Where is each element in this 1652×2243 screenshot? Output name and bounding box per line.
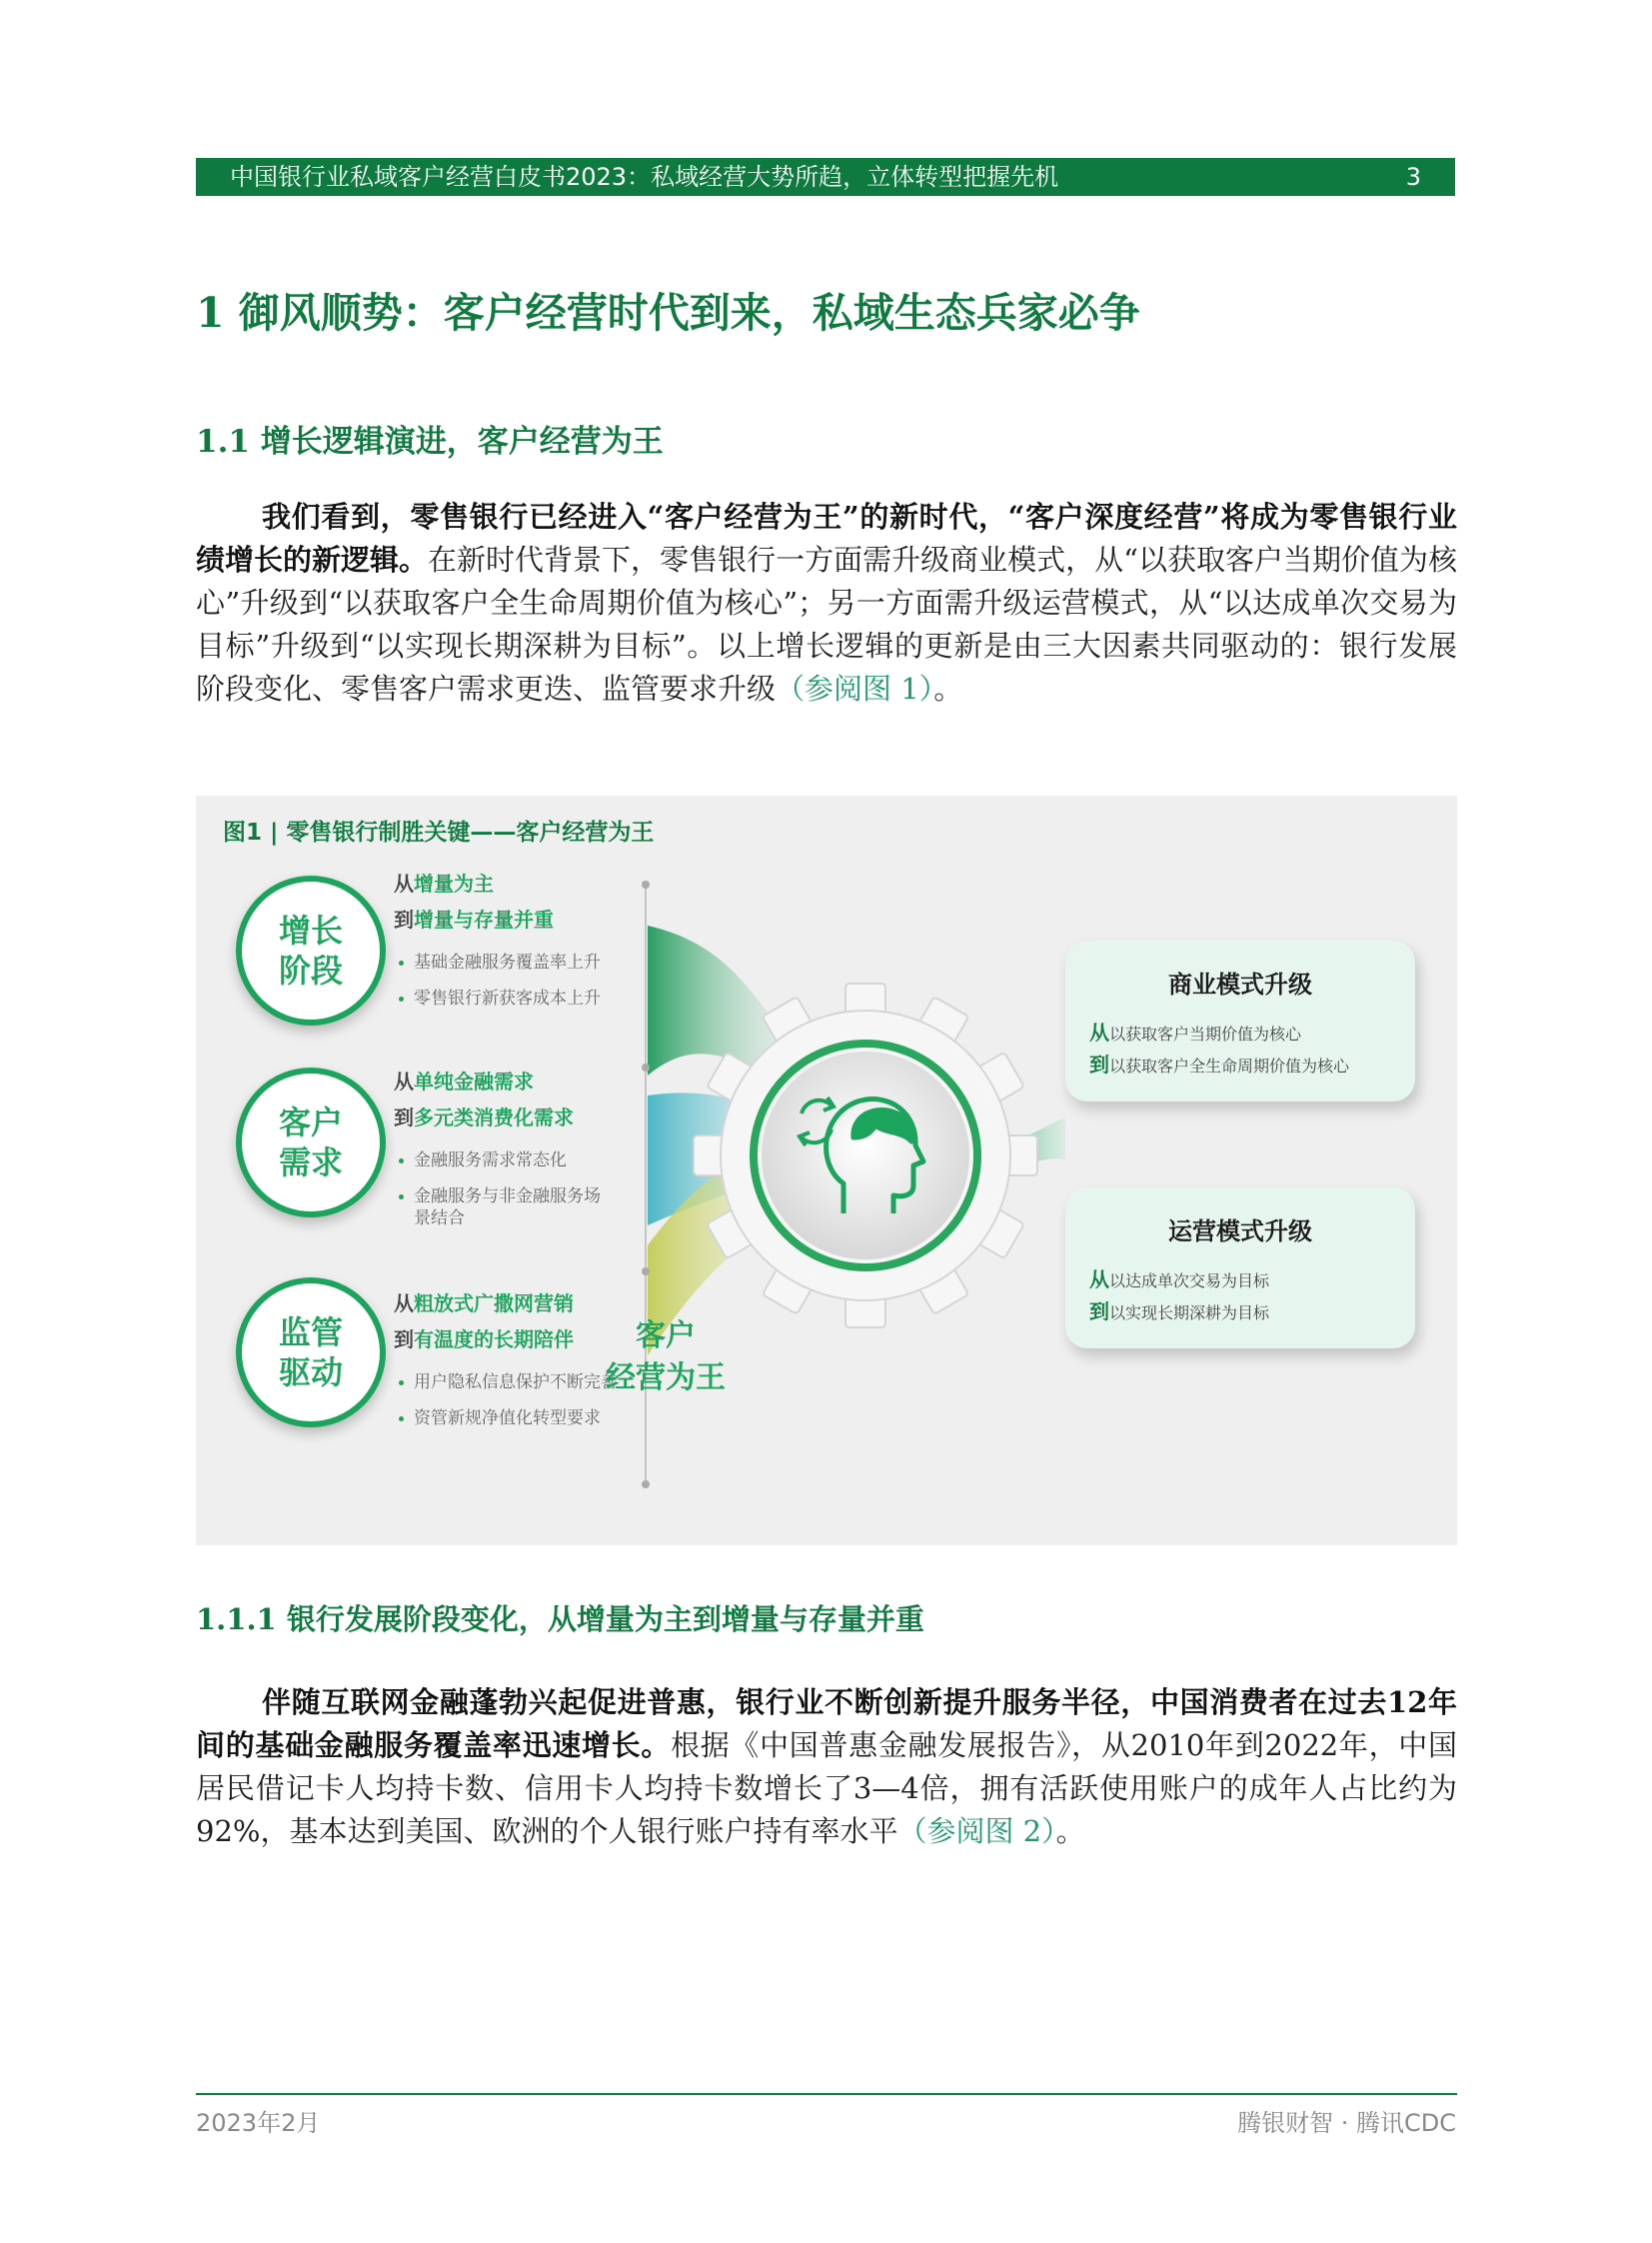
factor-demand-label: 客户需求 xyxy=(278,1104,343,1181)
to-text: 多元类消费化需求 xyxy=(414,1106,574,1129)
to-prefix: 到 xyxy=(394,1327,414,1351)
paragraph-1-lead: 我们看到，零售银行已经进入“客户经营为王”的新时代，“客户深度经营”将成为零售银行业绩增长的新逻辑。 xyxy=(196,500,1457,577)
factor-growth-circle xyxy=(236,876,386,1026)
footer-org: 腾银财智 · 腾讯CDC xyxy=(1237,2109,1456,2137)
from-prefix: 从 xyxy=(394,872,414,896)
card-operation-model xyxy=(1065,1187,1415,1348)
from-prefix: 从 xyxy=(1089,1021,1109,1045)
header-bar xyxy=(196,158,1455,196)
bullet-item: 用户隐私信息保护不断完善 xyxy=(394,1371,634,1393)
paragraph-2-end: 。 xyxy=(1055,1814,1085,1848)
footer-date: 2023年2月 xyxy=(196,2109,321,2137)
to-text: 以获取客户全生命周期价值为核心 xyxy=(1109,1057,1350,1076)
figure-1-reference[interactable]: （参阅图 1） xyxy=(776,672,934,706)
center-label xyxy=(566,1315,766,1399)
from-text: 单纯金融需求 xyxy=(414,1070,534,1094)
from-text: 粗放式广撒网营销 xyxy=(414,1291,574,1315)
to-text: 增量与存量并重 xyxy=(414,908,554,932)
factor-demand-detail xyxy=(394,1064,664,1229)
bullet-item: 资管新规净值化转型要求 xyxy=(394,1407,664,1429)
footer-divider xyxy=(196,2093,1457,2095)
to-prefix: 到 xyxy=(1089,1053,1109,1077)
to-prefix: 到 xyxy=(394,1106,414,1129)
subsection-heading: 1.1 增长逻辑演进，客户经营为王 xyxy=(196,424,664,460)
bullet-item: 金融服务与非金融服务场景结合 xyxy=(394,1185,604,1229)
card-business-model xyxy=(1065,941,1415,1102)
card-title: 商业模式升级 xyxy=(1168,971,1312,999)
from-text: 增量为主 xyxy=(414,872,494,896)
paragraph-2-lead: 伴随互联网金融蓬勃兴起促进普惠，银行业不断创新提升服务半径，中国消费者在过去12年间的基础金融服务覆盖率迅速增长。 xyxy=(196,1685,1457,1762)
figure-graphic xyxy=(196,796,1457,1545)
subsubsection-heading: 1.1.1 银行发展阶段变化，从增量为主到增量与存量并重 xyxy=(196,1602,924,1636)
figure-2-reference[interactable]: （参阅图 2） xyxy=(897,1814,1056,1848)
from-prefix: 从 xyxy=(394,1291,414,1315)
bullet-item: 基础金融服务覆盖率上升 xyxy=(394,952,664,974)
header-title: 中国银行业私域客户经营白皮书2023：私域经营大势所趋，立体转型把握先机 xyxy=(230,163,1059,191)
paragraph-2-body: 根据《中国普惠金融发展报告》，从2010年到2022年，中国居民借记卡人均持卡数、信用卡人均持卡数增长了3—4倍，拥有活跃使用账户的成年人占比约为92%，基本达到美国、欧洲的个人银行账户持有率水平 xyxy=(196,1728,1457,1848)
paragraph-1-end: 。 xyxy=(933,672,963,706)
figure-caption: 图1 | 零售银行制胜关键——客户经营为王 xyxy=(223,820,655,846)
divider-dot xyxy=(642,1267,650,1275)
divider-dot xyxy=(642,1480,650,1488)
to-text: 以实现长期深耕为目标 xyxy=(1109,1303,1270,1322)
section-heading: 1 御风顺势：客户经营时代到来，私域生态兵家必争 xyxy=(196,289,1140,337)
to-prefix: 到 xyxy=(394,908,414,932)
center-label-line: 经营为王 xyxy=(606,1360,726,1395)
card-title: 运营模式升级 xyxy=(1168,1217,1312,1245)
factor-growth-detail xyxy=(394,866,664,1010)
paragraph-2 xyxy=(196,1681,1457,1853)
from-text: 以达成单次交易为目标 xyxy=(1109,1271,1270,1290)
factor-demand-circle xyxy=(236,1068,386,1217)
factor-regulation-label: 监管驱动 xyxy=(278,1313,343,1391)
to-prefix: 到 xyxy=(1089,1299,1109,1323)
page-number: 3 xyxy=(1405,163,1421,191)
to-text: 有温度的长期陪伴 xyxy=(414,1327,574,1351)
paragraph-1 xyxy=(196,496,1457,711)
factor-growth-label: 增长阶段 xyxy=(278,912,343,990)
paragraph-1-body: 在新时代背景下，零售银行一方面需升级商业模式，从“以获取客户当期价值为核心”升级到“以获取客户全生命周期价值为核心”；另一方面需升级运营模式，从“以达成单次交易为目标”升级到“以实现长期深耕为目标”。以上增长逻辑的更新是由三大因素共同驱动的：银行发展阶段变化、零售客户需求更迭、监管要求升级 xyxy=(196,543,1457,706)
center-label-line: 客户 xyxy=(636,1318,696,1353)
figure-1 xyxy=(196,796,1457,1545)
from-text: 以获取客户当期价值为核心 xyxy=(1109,1025,1302,1044)
factor-regulation-circle xyxy=(236,1277,386,1427)
from-prefix: 从 xyxy=(394,1070,414,1094)
from-prefix: 从 xyxy=(1089,1267,1109,1291)
bullet-item: 金融服务需求常态化 xyxy=(394,1149,664,1171)
bullet-item: 零售银行新获客成本上升 xyxy=(394,988,664,1010)
